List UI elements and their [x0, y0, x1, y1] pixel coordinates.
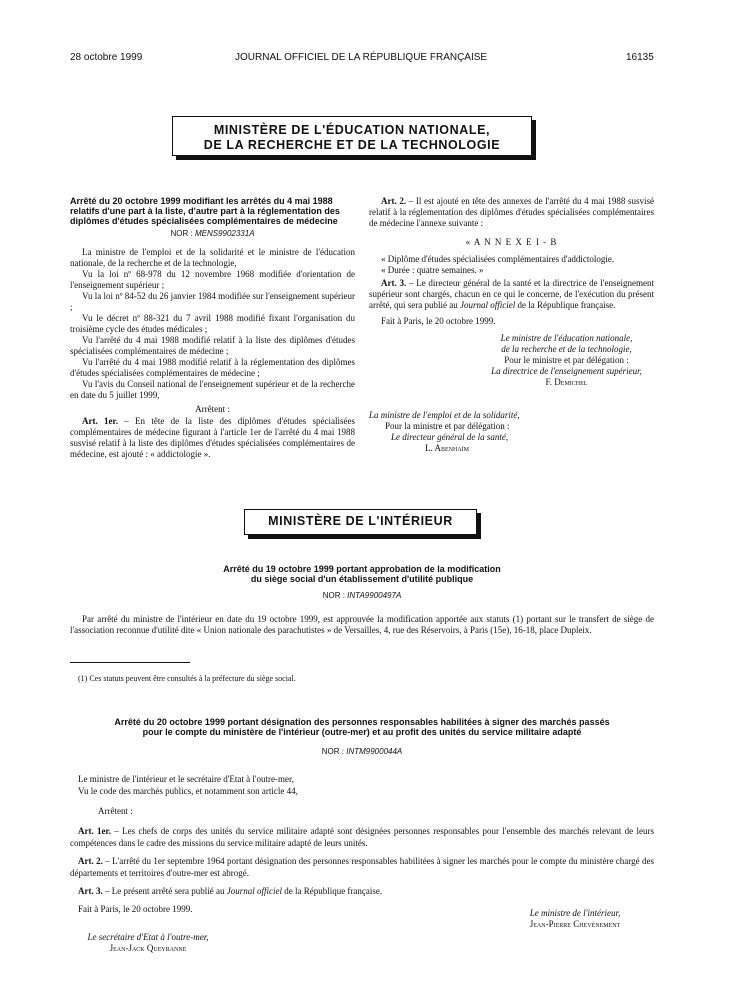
arrete3-art3-text-a: – Le présent arrêté sera publié au: [102, 886, 227, 896]
sig1-sub-role: La directrice de l'enseignement supérieur,: [491, 366, 642, 376]
arrete3-visa-1: Le ministre de l'intérieur et le secrétaire d'Etat à l'outre-mer,: [78, 774, 294, 784]
arrete3-art2-label: Art. 2.: [78, 856, 103, 866]
sig3-right-name: Jean-Pierre Chevènement: [529, 919, 621, 929]
annexe-line2: « Durée : quatre semaines. »: [381, 265, 484, 275]
arrete3-signature-left: [68, 932, 228, 954]
arrete1-fait: Fait à Paris, le 20 octobre 1999.: [381, 316, 496, 326]
header-journal-title: JOURNAL OFFICIEL DE LA RÉPUBLIQUE FRANÇAISE: [235, 52, 488, 63]
arrete1-article-1: [70, 416, 355, 460]
ministry-education-line1: MINISTÈRE DE L'ÉDUCATION NATIONALE,: [213, 123, 491, 137]
arrete3-article-2: [70, 855, 654, 879]
arrete3-title-line1: Arrêté du 20 octobre 1999 portant désignation des personnes responsables habilitées à signer des marchés passés: [114, 717, 610, 727]
ministry-education-box: [172, 116, 532, 156]
arrete1-signature-2: [369, 410, 569, 454]
arrete1-signature-1: [369, 333, 654, 388]
sig2-delegation: Pour la ministre et par délégation :: [385, 421, 510, 431]
arrete3-art3-label: Art. 3.: [78, 886, 103, 896]
arrete2-nor-label: NOR :: [322, 591, 345, 600]
arrete2-title-line2: du siège social d'un établissement d'utilité publique: [250, 574, 474, 584]
ministry-interior-line1: MINISTÈRE DE L'INTÉRIEUR: [268, 514, 453, 528]
annexe-line1: « Diplôme d'études spécialisées complémentaires d'addictologie.: [381, 254, 615, 264]
arrete1-left-column: [70, 196, 355, 460]
arrete3-art1-text: – Les chefs de corps des unités du service militaire adapté sont désignées personnes responsables pour l'ensemble des marchés relevant de leurs compétences dans le cadre des missions du service militaire adapté de leurs unités.: [70, 826, 654, 848]
arrete3-signature-right: [496, 908, 654, 930]
arrete3-article-3: [70, 885, 654, 897]
sig1-role-b: de la recherche et de la technologie,: [501, 344, 632, 354]
arrete3-art1-label: Art. 1er.: [78, 826, 111, 836]
arrete1-visa: Vu le décret nº 88-321 du 7 avril 1988 modifié fixant l'organisation du troisième cycle des études médicales ;: [70, 313, 355, 334]
arrete1-nor: [70, 228, 355, 239]
sig1-name: F. Demichel: [545, 377, 588, 387]
arrete3-fait: Fait à Paris, le 20 octobre 1999.: [78, 904, 193, 914]
sig2-role: La ministre de l'emploi et de la solidarité,: [369, 410, 520, 420]
arrete1-article-2: [369, 196, 654, 229]
sig2-name: L. Abenhaïm: [425, 443, 469, 453]
arrete1-art3-text-b: de la République française.: [515, 300, 616, 310]
arrete3-visa-2: Vu le code des marchés publics, et notamment son article 44,: [78, 786, 298, 796]
arrete1-article-3: [369, 278, 654, 311]
header-date: 28 octobre 1999: [70, 52, 143, 63]
arrete1-visa: Vu la loi nº 68-978 du 12 novembre 1968 modifiée d'orientation de l'enseignement supérieur ;: [70, 269, 355, 290]
arrete1-art3-text-a: – Le directeur général de la santé et la directrice de l'enseignement supérieur sont chargés, chacun en ce qui le concerne, de l'exécution du présent arrêté, qui sera publié au: [369, 278, 655, 310]
arrete2-body-block: [70, 614, 654, 636]
arrete2-nor: [70, 591, 654, 600]
annexe-title: « A N N E X E I - B: [465, 237, 558, 247]
arrete2-body: Par arrêté du ministre de l'intérieur en date du 19 octobre 1999, est approuvée la modification apportée aux statuts (1) portant sur le transfert de siège de l'association reconnue d'utilité dite « Union nationale des parachutistes » de Versailles, 4, rue des Réservoirs, à Paris (15e), 16-18, place Dupleix.: [70, 614, 654, 635]
arrete3-art3-text-b: de la République française.: [281, 886, 383, 896]
arrete1-visa: Vu l'avis du Conseil national de l'enseignement supérieur et de la recherche en date du 5 juillet 1999,: [70, 379, 355, 400]
sig3-right-role: Le ministre de l'intérieur,: [529, 908, 621, 918]
sig1-role-a: Le ministre de l'éducation nationale,: [500, 333, 633, 343]
arrete3-article-1: [70, 825, 654, 849]
arrete1-art2-label: Art. 2.: [381, 196, 407, 206]
arrete1-art3-label: Art. 3.: [381, 278, 407, 288]
arrete1-art3-jo: Journal officiel: [459, 300, 516, 310]
arrete1-art1-label: Art. 1er.: [82, 416, 118, 426]
arrete3-arretent: Arrêtent :: [98, 806, 133, 816]
sig2-sub-role: Le directeur général de la santé,: [391, 432, 509, 442]
arrete2-footnote: (1) Ces statuts peuvent être consultés à la préfecture du siège social.: [78, 674, 296, 683]
arrete1-title: Arrêté du 20 octobre 1999 modifiant les arrêtés du 4 mai 1988 relatifs d'une part à la liste, d'autre part à la réglementation des diplômes d'études spécialisées complémentaires de médecine: [70, 196, 340, 226]
arrete1-visa: Vu l'arrêté du 4 mai 1988 modifié relatif à la liste des diplômes d'études spécialisées complémentaires de médecine ;: [70, 335, 355, 356]
arrete1-art1-text: – En tête de la liste des diplômes d'études spécialisées complémentaires de médecine figurant à l'article 1er de l'arrêté du 4 mai 1988 susvisé relatif à la liste des diplômes d'études spécialisées complémentaires de médecine, est ajouté : « addictologie ».: [70, 416, 355, 459]
arrete3-nor-label: NOR :: [321, 747, 344, 756]
arrete3-nor-code: INTM9900044A: [346, 747, 403, 756]
arrete1-nor-code: MENS9902331A: [194, 229, 255, 238]
arrete3-title: [70, 717, 654, 737]
sig3-left-role: Le secrétaire d'Etat à l'outre-mer,: [87, 932, 209, 942]
arrete3-art2-text: – L'arrêté du 1er septembre 1964 portant désignation des personnes responsables habilitées à signer les marchés pour le compte du ministère chargé des départements et territoires d'outre-mer est abrogé.: [70, 856, 654, 878]
header-page-number: 16135: [626, 52, 654, 63]
arrete3-body-block: [70, 773, 654, 915]
arrete3-nor: [70, 747, 654, 756]
sig1-delegation: Pour le ministre et par délégation :: [504, 355, 629, 365]
arrete2-title-line1: Arrêté du 19 octobre 1999 portant approbation de la modification: [223, 564, 501, 574]
footnote-rule: [70, 662, 190, 663]
arrete1-art2-text: – Il est ajouté en tête des annexes de l'arrêté du 4 mai 1988 susvisé relatif à la réglementation des diplômes d'études spécialisées complémentaires de médecine l'annexe suivante :: [369, 196, 655, 228]
arrete3-title-line2: pour le compte du ministère de l'intérieur (outre-mer) et au profit des unités du service militaire adapté: [142, 727, 582, 737]
arrete1-arretent: Arrêtent :: [195, 404, 230, 414]
arrete1-visa: Vu la loi nº 84-52 du 26 janvier 1984 modifiée sur l'enseignement supérieur ;: [70, 291, 355, 312]
arrete3-art3-jo: Journal officiel: [226, 886, 282, 896]
arrete1-right-column: [369, 196, 654, 388]
arrete1-nor-label: NOR :: [170, 229, 193, 238]
arrete1-visa: Vu l'arrêté du 4 mai 1988 modifié relatif à la réglementation des diplômes d'études spécialisées complémentaires de médecine ;: [70, 357, 355, 378]
ministry-education-line2: DE LA RECHERCHE ET DE LA TECHNOLOGIE: [203, 138, 501, 152]
arrete1-visa: La ministre de l'emploi et de la solidarité et le ministre de l'éducation nationale, de la recherche et de la technologie,: [70, 247, 355, 268]
sig3-left-name: Jean-Jack Queyranne: [109, 943, 187, 953]
arrete2-nor-code: INTA9900497A: [347, 591, 402, 600]
ministry-interior-box: [244, 509, 477, 535]
arrete2-title: [70, 564, 654, 584]
